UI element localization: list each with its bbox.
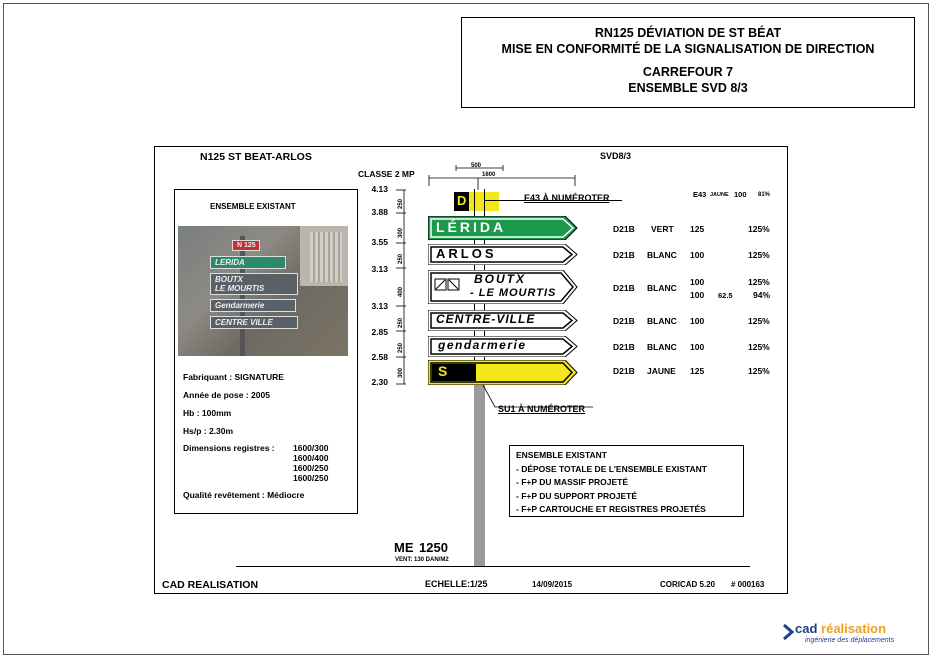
sign-boutx-text-2: - LE MOURTIS <box>470 287 557 299</box>
dims-value-1: 1600/300 <box>293 443 329 453</box>
mast-label: ME <box>394 540 414 555</box>
dim-500-label: 500 <box>471 163 482 169</box>
reg-height: 400 <box>398 286 405 298</box>
height-label: 2.30 <box>371 377 388 387</box>
sign-pct: 125% <box>748 277 770 287</box>
reg-height: 250 <box>398 253 405 265</box>
photo-sign-boutx-line1: BOUTX <box>215 275 243 284</box>
sign-pct: 125% <box>748 250 770 260</box>
hsp-info: Hs/p : 2.30m <box>183 426 234 436</box>
ensemble-code: SVD8/3 <box>600 151 632 161</box>
sign-boutx-text: BOUTX <box>474 272 526 286</box>
sign-pct: 125% <box>748 366 770 376</box>
sign-pct: 125% <box>748 342 770 352</box>
hb-info: Hb : 100mm <box>183 408 232 418</box>
cartouche-size: 100 <box>734 190 747 199</box>
height-label: 2.85 <box>371 327 388 337</box>
sign-pct: 125% <box>748 224 770 234</box>
sign-s-yellow <box>428 360 578 385</box>
mast-value: 1250 <box>419 540 448 555</box>
notes-item: - F+P DU SUPPORT PROJETÉ <box>516 490 637 501</box>
sign-size: 100 <box>690 277 705 287</box>
notes-item: - F+P DU MASSIF PROJETÉ <box>516 477 629 487</box>
sign-type: D21B <box>613 366 635 376</box>
dims-value-2: 1600/400 <box>293 453 329 463</box>
reg-height: 300 <box>398 227 405 239</box>
sign-size: 125 <box>690 366 705 376</box>
cartouche-type: E43 <box>693 190 707 199</box>
photo-sign-n125: N 125 <box>232 240 260 251</box>
sign-color: BLANC <box>647 316 677 326</box>
sign-gendarmerie <box>428 336 578 357</box>
footer-company: CAD REALISATION <box>162 579 259 591</box>
company-logo <box>781 621 903 647</box>
sign-color: JAUNE <box>647 366 676 376</box>
dims-label: Dimensions registres : <box>183 443 275 453</box>
title-line-2: MISE EN CONFORMITÉ DE LA SIGNALISATION DE DIRECTION <box>501 42 875 56</box>
height-label: 4.13 <box>371 184 388 194</box>
sign-size: 125 <box>690 224 705 234</box>
sign-centre-ville <box>428 310 578 331</box>
notes-box <box>509 445 744 517</box>
height-label: 3.13 <box>371 301 388 311</box>
height-label: 3.55 <box>371 237 388 247</box>
sign-extra: 62.5 <box>718 291 733 300</box>
footer-scale: ECHELLE:1/25 <box>425 579 488 589</box>
photo-sign-centre-ville: CENTRE VILLE <box>210 316 298 329</box>
sign-lerida-text: LÉRIDA <box>436 219 507 235</box>
existing-photo <box>178 226 348 356</box>
sign-pct-2: 94% <box>753 290 771 300</box>
logo-chevron-icon <box>781 623 795 641</box>
cartouche-note: E43 À NUMÉROTER <box>524 193 610 203</box>
sign-lerida <box>428 216 578 240</box>
existing-heading: ENSEMBLE EXISTANT <box>210 202 296 211</box>
cartouche-d-text: D <box>457 193 467 208</box>
footer-date: 14/09/2015 <box>532 580 573 589</box>
sign-arlos <box>428 244 578 265</box>
notes-item: - DÉPOSE TOTALE DE L'ENSEMBLE EXISTANT <box>516 463 707 474</box>
sign-type: D21B <box>613 316 635 326</box>
sign-pct: 125% <box>748 316 770 326</box>
sign-size: 100 <box>690 316 705 326</box>
sign-gendarmerie-text: gendarmerie <box>438 338 527 352</box>
mast-wind: VENT: 130 DAN/M2 <box>395 557 449 563</box>
sign-color: BLANC <box>647 342 677 352</box>
logo-text-part2: réalisation <box>821 621 887 636</box>
cartouche-color: JAUNE <box>710 192 729 198</box>
reg-height: 250 <box>398 342 405 354</box>
reg-height: 300 <box>398 367 405 379</box>
photo-sign-gendarmerie: Gendarmerie <box>210 299 296 312</box>
notes-item: - F+P CARTOUCHE ET REGISTRES PROJETÉS <box>516 504 706 514</box>
sign-s-text: S <box>438 363 450 379</box>
logo-text-part1: cad <box>795 621 818 636</box>
logo-tagline: ingénierie des déplacements <box>805 637 895 644</box>
sign-color: BLANC <box>647 250 677 260</box>
dim-1600-label: 1600 <box>482 172 496 178</box>
height-label: 3.13 <box>371 264 388 274</box>
footer-number: # 000163 <box>731 580 765 589</box>
title-line-3: CARREFOUR 7 <box>642 65 734 79</box>
su1-note: SU1 À NUMÉROTER <box>498 404 586 414</box>
sign-size: 100 <box>690 250 705 260</box>
sign-centre-ville-text: CENTRE-VILLE <box>436 312 536 326</box>
photo-sign-boutx <box>210 273 298 295</box>
dims-value-3: 1600/250 <box>293 463 329 473</box>
fabricant-info: Fabriquant : SIGNATURE <box>183 372 284 382</box>
reg-height: 250 <box>398 198 405 210</box>
reg-height: 250 <box>398 317 405 329</box>
sign-boutx <box>428 270 578 304</box>
title-block <box>461 17 915 108</box>
qualite-info: Qualité revêtement : Médiocre <box>183 490 305 500</box>
sign-type: D21B <box>613 342 635 352</box>
sign-color: VERT <box>651 224 674 234</box>
height-label: 2.58 <box>371 352 388 362</box>
sign-size-2: 100 <box>690 290 705 300</box>
photo-sign-boutx-line2: LE MOURTIS <box>215 284 265 293</box>
sign-color: BLANC <box>647 283 677 293</box>
photo-sign-lerida: LERIDA <box>210 256 286 269</box>
ground-line <box>236 566 750 567</box>
class-label: CLASSE 2 MP <box>358 169 415 179</box>
cartouche-pct: 81% <box>758 192 771 198</box>
height-label: 3.88 <box>371 207 388 217</box>
sign-type: D21B <box>613 250 635 260</box>
title-line-1: RN125 DÉVIATION DE ST BÉAT <box>594 26 782 40</box>
sign-size: 100 <box>690 342 705 352</box>
sign-arlos-text: ARLOS <box>436 246 497 261</box>
sign-type: D21B <box>613 224 635 234</box>
title-line-4: ENSEMBLE SVD 8/3 <box>628 81 748 95</box>
notes-heading: ENSEMBLE EXISTANT <box>516 450 607 460</box>
footer-software: CORICAD 5.20 <box>660 580 716 589</box>
sign-type: D21B <box>613 283 635 293</box>
annee-info: Année de pose : 2005 <box>183 390 270 400</box>
dims-value-4: 1600/250 <box>293 473 329 483</box>
location-label: N125 ST BEAT-ARLOS <box>200 151 312 163</box>
